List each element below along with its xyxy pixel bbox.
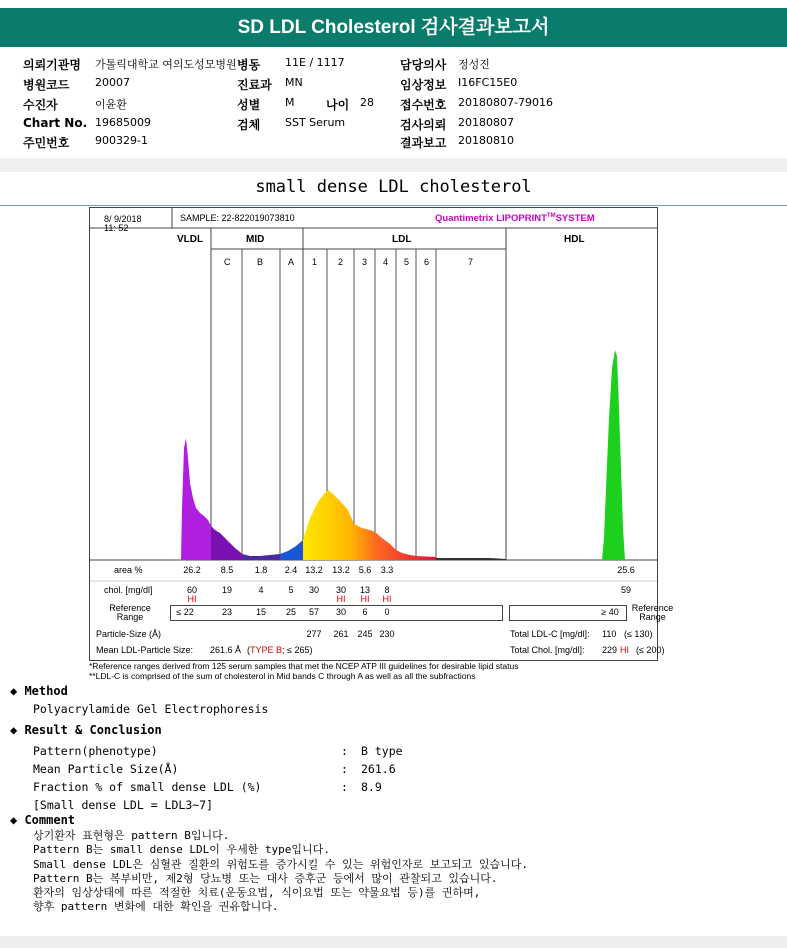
footnotes <box>89 661 518 681</box>
bottom-bar <box>0 936 787 948</box>
area-value-C: 8.5 <box>220 565 234 575</box>
chol-flag-4: HI <box>382 594 392 604</box>
brand-label: Quantimetrix LIPOPRINT™SYSTEM <box>435 213 595 225</box>
comment-line: 상기환자 표현형은 pattern B입니다. <box>33 829 230 842</box>
band-c: C <box>224 257 231 267</box>
resident-value: 900329-1 <box>95 134 148 147</box>
sample-id: SAMPLE: 22-822019073810 <box>180 213 295 223</box>
group-ldl: LDL <box>392 234 412 245</box>
separator <box>0 158 787 172</box>
ward-label: 병동 <box>237 58 261 72</box>
ref-value-4: 0 <box>384 607 390 617</box>
hdl-peak <box>602 350 625 560</box>
patient-label: 수진자 <box>23 98 58 112</box>
band-6: 6 <box>424 257 430 267</box>
age-value: 28 <box>360 96 374 109</box>
area-value-3: 5.6 <box>358 565 372 575</box>
vldl-peak <box>181 438 211 560</box>
request-value: 20180807 <box>458 116 514 129</box>
comment-line: Pattern B는 small dense LDL이 우세한 type입니다. <box>33 843 330 857</box>
group-hdl: HDL <box>564 234 585 245</box>
chol-flag-3: HI <box>360 594 370 604</box>
particle-size-label: Particle-Size (Å) <box>96 629 162 639</box>
dept-value: MN <box>285 76 303 89</box>
area-value-1: 13.2 <box>305 565 323 575</box>
section-title: small dense LDL cholesterol <box>0 172 787 206</box>
particle-size-band-1: 277 <box>306 629 322 639</box>
total-chol-value: 229 <box>602 645 618 655</box>
comment-line: 환자의 임상상태에 따른 적절한 치료(운동요법, 식이요법 또는 약물요법 등)를 권하며, <box>33 886 481 900</box>
ref-value-2: 30 <box>335 607 346 617</box>
area-value-A: 2.4 <box>284 565 298 575</box>
clinical-label: 임상정보 <box>400 78 447 92</box>
result-note: [Small dense LDL = LDL3~7] <box>33 798 214 812</box>
total-ldl-label: Total LDL-C [mg/dl]: <box>510 629 590 639</box>
particle-size-band-4: 230 <box>379 629 395 639</box>
method-heading: ◆ Method <box>10 684 68 698</box>
chart-time: 11: 52 <box>104 223 129 233</box>
total-chol-range: (≤ 200) <box>636 645 665 655</box>
band-b: B <box>257 257 264 267</box>
total-ldl-range: (≤ 130) <box>624 629 653 639</box>
chol-label: chol. [mg/dl] <box>104 585 153 595</box>
sex-label: 성별 <box>237 98 261 112</box>
ref-value-HDL: ≥ 40 <box>601 607 619 617</box>
footnote-2: **LDL-C is comprised of the sum of cholesterol in Mid bands C through A as well as all the subfractions <box>89 671 476 681</box>
chol-value-C: 19 <box>221 585 232 595</box>
chol-flag-VLDL: HI <box>187 594 197 604</box>
area-value-HDL: 25.6 <box>617 565 635 575</box>
band-2: 2 <box>338 257 344 267</box>
patient-info-panel <box>0 52 787 156</box>
result-heading: ◆ Result & Conclusion <box>10 723 162 737</box>
hospital-code-label: 병원코드 <box>23 78 70 92</box>
chart-no-value: 19685009 <box>95 116 151 129</box>
total-chol-flag: HI <box>620 645 629 655</box>
group-vldl: VLDL <box>177 234 204 245</box>
receipt-value: 20180807-79016 <box>458 96 553 109</box>
sex-value: M <box>285 96 295 109</box>
comment-line: 향후 pattern 변화에 대한 확인을 권유합니다. <box>33 900 279 914</box>
mean-size-type: (TYPE B; ≤ 265) <box>247 645 313 655</box>
ward-value: 11E / 1117 <box>285 56 345 69</box>
comment-heading: ◆ Comment <box>10 813 76 827</box>
chart-no-label: Chart No. <box>23 116 88 130</box>
band-1: 1 <box>312 257 318 267</box>
footnote-1: *Reference ranges derived from 125 serum samples that met the NCEP ATP III guidelines for desirable lipid status <box>89 661 519 671</box>
result-table <box>33 742 403 814</box>
specimen-label: 검체 <box>237 118 261 132</box>
band-7: 7 <box>468 257 474 267</box>
ref-value-VLDL: ≤ 22 <box>176 607 194 617</box>
total-chol-label: Total Chol. [mg/dl]: <box>510 645 585 655</box>
particle-size-band-2: 261 <box>333 629 349 639</box>
area-value-VLDL: 26.2 <box>183 565 201 575</box>
ref-label: Reference Range <box>109 603 151 622</box>
mean-size-label: Mean LDL-Particle Size: <box>96 645 194 655</box>
mid-b-peak <box>242 554 280 560</box>
chol-value-2: 30 <box>335 585 346 595</box>
dept-label: 진료과 <box>237 78 272 92</box>
result-row: Pattern(phenotype) : B type <box>33 744 403 758</box>
chart-date: 8/ 9/2018 <box>104 214 142 224</box>
band-a: A <box>288 257 295 267</box>
patient-value: 이윤환 <box>95 98 127 111</box>
band-3: 3 <box>362 257 368 267</box>
ldl-tail <box>436 558 506 560</box>
chol-value-3: 13 <box>359 585 370 595</box>
hospital-code-value: 20007 <box>95 76 130 89</box>
particle-size-band-3: 245 <box>357 629 373 639</box>
hdl-ref-range-box <box>509 605 627 621</box>
band-5: 5 <box>404 257 410 267</box>
chol-value-HDL: 59 <box>620 585 631 595</box>
chol-value-A: 5 <box>288 585 294 595</box>
group-mid: MID <box>246 234 265 245</box>
ref-value-3: 6 <box>362 607 368 617</box>
chol-value-4: 8 <box>384 585 390 595</box>
specimen-value: SST Serum <box>285 116 346 129</box>
comment-line: Small dense LDL은 심혈관 질환의 위험도를 증가시킬 수 있는 위험인자로 보고되고 있습니다. <box>33 857 528 871</box>
mid-a-peak <box>280 540 303 560</box>
report-title: SD LDL Cholesterol 검사결과보고서 <box>0 8 787 47</box>
institution-value: 가톨릭대학교 여의도성모병원 <box>95 58 237 71</box>
ref-value-C: 23 <box>221 607 232 617</box>
chol-flag-2: HI <box>336 594 346 604</box>
doctor-value: 정성진 <box>458 58 490 71</box>
band-4: 4 <box>383 257 389 267</box>
institution-label: 의뢰기관명 <box>23 58 81 72</box>
area-value-4: 3.3 <box>380 565 394 575</box>
ref-value-B: 15 <box>255 607 266 617</box>
ref-value-1: 57 <box>308 607 319 617</box>
area-value-2: 13.2 <box>332 565 350 575</box>
chol-value-VLDL: 60 <box>186 585 197 595</box>
result-row: Mean Particle Size(Å) : 261.6 <box>33 762 396 776</box>
ref-value-A: 25 <box>285 607 296 617</box>
report-value: 20180810 <box>458 134 514 147</box>
request-label: 검사의뢰 <box>400 118 447 132</box>
doctor-label: 담당의사 <box>400 58 447 72</box>
result-row: Fraction % of small dense LDL (%) : 8.9 <box>33 780 382 794</box>
receipt-label: 접수번호 <box>400 98 447 112</box>
method-text: Polyacrylamide Gel Electrophoresis <box>33 702 269 716</box>
area-value-B: 1.8 <box>254 565 268 575</box>
comment-text <box>33 829 528 915</box>
mid-c-peak <box>211 526 242 560</box>
area-label: area % <box>114 565 143 575</box>
clinical-value: I16FC15E0 <box>458 76 518 89</box>
report-label: 결과보고 <box>400 136 447 150</box>
ref-label-right: Reference Range <box>631 603 674 622</box>
total-ldl-value: 110 <box>602 629 617 639</box>
ref-range-box <box>170 605 503 621</box>
age-label: 나이 <box>326 98 350 112</box>
chol-value-B: 4 <box>258 585 264 595</box>
lipoprint-chart <box>89 207 674 661</box>
resident-label: 주민번호 <box>23 136 70 150</box>
comment-line: Pattern B는 복부비만, 제2형 당뇨병 또는 대사 증후군 등에서 많이 관찰되고 있습니다. <box>33 871 498 885</box>
mean-size-value: 261.6 Å <box>210 645 242 655</box>
chol-value-1: 30 <box>308 585 319 595</box>
